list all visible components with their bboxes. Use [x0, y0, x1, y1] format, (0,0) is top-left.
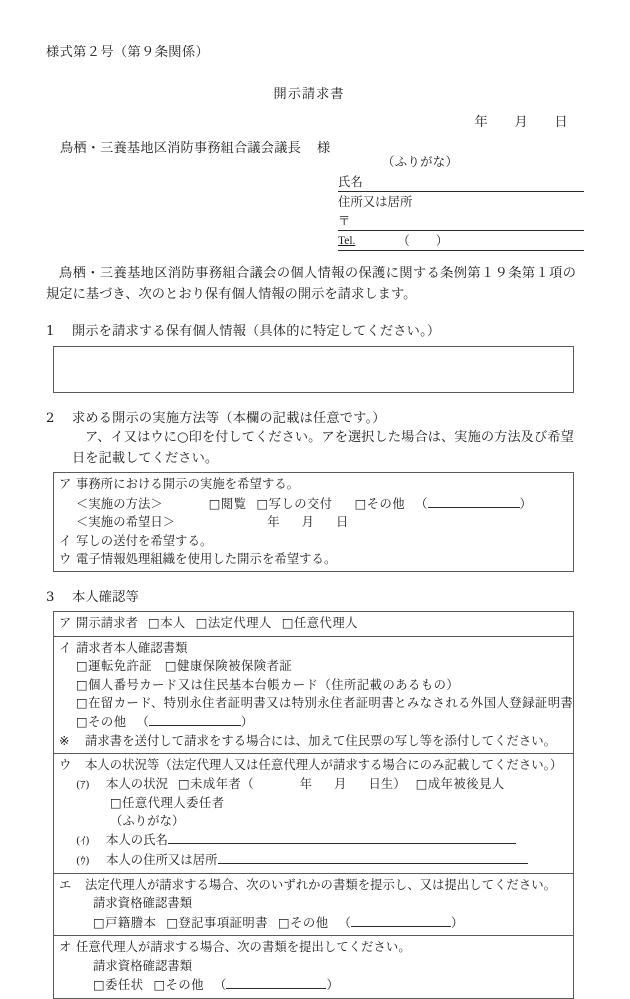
- checkbox-family-register[interactable]: □戸籍謄本: [93, 915, 157, 930]
- option-c-line[interactable]: [59, 550, 569, 568]
- row-d-options-line[interactable]: [59, 913, 569, 932]
- option-a-date-line[interactable]: [59, 513, 569, 531]
- row-c-marker: ウ: [59, 758, 72, 773]
- section2-number: 2: [46, 410, 55, 426]
- row-d-title-line: [59, 876, 569, 894]
- section3-table: [53, 611, 574, 998]
- row-c-label: 本人の状況等（法定代理人又は任意代理人が請求する場合にのみ記載してください。）: [85, 758, 563, 773]
- form-number: 様式第２号（第９条関係）: [46, 45, 210, 60]
- row-c-title-line: [59, 756, 569, 774]
- page-title: 開示請求書: [273, 87, 345, 103]
- desired-date-label: ＜実施の希望日＞: [76, 515, 176, 530]
- row-e-other-input[interactable]: [226, 975, 326, 989]
- section3-number: 3: [46, 590, 55, 606]
- checkbox-mynumber-card[interactable]: □個人番号カード又は住民基本台帳カード（住所記載のあるもの）: [76, 677, 460, 692]
- row-d-other-paren-open: （: [338, 915, 351, 930]
- method-other-paren-close: ）: [519, 496, 532, 511]
- section1-number: 1: [46, 323, 55, 339]
- date-day-label: 日: [554, 115, 568, 131]
- row-b-other-paren-open: （: [136, 715, 149, 730]
- row-b-note-line: [59, 732, 569, 750]
- row-c-sub1-marker: (ｱ): [76, 778, 90, 791]
- minor-birth-month: 月: [334, 776, 347, 791]
- option-a-marker: ア: [59, 477, 72, 492]
- body-paragraph: 鳥栖・三養基地区消防事務組合議会の個人情報の保護に関する条例第１９条第１項の規定に基づき、次のとおり保有個人情報の開示を請求します。: [46, 266, 576, 303]
- section3-row-c[interactable]: [54, 754, 574, 874]
- name-field[interactable]: [338, 173, 584, 192]
- checkbox-voluntary-delegator[interactable]: □任意代理人委任者: [110, 795, 225, 810]
- option-a-method-line[interactable]: [59, 494, 569, 513]
- row-c-sub3-marker: (ｳ): [76, 855, 90, 868]
- row-d-marker: エ: [59, 877, 72, 892]
- furigana-label: （ふりがな）: [382, 154, 459, 170]
- section3-heading: [46, 588, 576, 608]
- row-b-title-line: [59, 639, 569, 657]
- checkbox-copy-delivery[interactable]: □写しの交付: [256, 496, 333, 511]
- checkbox-legal-representative[interactable]: □法定代理人: [195, 616, 272, 631]
- section3-row-b[interactable]: [54, 636, 574, 754]
- method-other-input[interactable]: [428, 494, 520, 508]
- section3-row-e[interactable]: [54, 936, 574, 998]
- note-text: 請求書を送付して請求をする場合には、加えて住民票の写し等を添付してください。: [85, 733, 557, 748]
- section1-entry-box[interactable]: [53, 346, 574, 393]
- checkbox-adult-ward[interactable]: □成年被後見人: [415, 776, 505, 791]
- address-label: 住所又は居所: [338, 194, 413, 210]
- row-d-other-input[interactable]: [351, 913, 451, 927]
- option-b-text: 写しの送付を希望する。: [76, 533, 213, 548]
- section1-title: 開示を請求する保有個人情報（具体的に特定してください。）: [72, 323, 441, 339]
- row-b-other-input[interactable]: [149, 712, 241, 726]
- row-c-address-line[interactable]: [59, 850, 569, 870]
- tel-paren-open: （: [397, 233, 436, 249]
- desired-date-year: 年: [267, 515, 280, 530]
- section3-row-d[interactable]: [54, 873, 574, 935]
- row-d-doc-label: 請求資格確認書類: [93, 896, 193, 911]
- option-b-marker: イ: [59, 533, 72, 548]
- checkbox-method-other[interactable]: □その他: [354, 496, 406, 511]
- checkbox-self[interactable]: □本人: [148, 616, 186, 631]
- desired-date-month: 月: [301, 515, 314, 530]
- section3-row-a[interactable]: [54, 612, 574, 636]
- date-month-label: 月: [514, 115, 528, 131]
- row-c-sub2-marker: (ｲ): [76, 835, 90, 848]
- principal-address-input[interactable]: [218, 850, 528, 864]
- date-line: [46, 111, 576, 130]
- postal-symbol: 〒: [338, 213, 351, 229]
- method-label: ＜実施の方法＞: [76, 496, 163, 511]
- note-marker: ※: [59, 733, 70, 748]
- postal-field[interactable]: [338, 212, 584, 231]
- option-b-line[interactable]: [59, 532, 569, 550]
- row-b-other-line[interactable]: [59, 712, 569, 731]
- row-b-marker: イ: [59, 640, 72, 655]
- tel-paren-close: ）: [435, 233, 449, 249]
- tel-field[interactable]: [338, 232, 584, 251]
- option-a-text: 事務所における開示の実施を希望する。: [76, 477, 300, 492]
- row-d-label: 法定代理人が請求する場合、次のいずれかの書類を提示し、又は提出してください。: [85, 877, 557, 892]
- row-e-options-line[interactable]: [59, 975, 569, 994]
- requester-line[interactable]: [59, 614, 569, 632]
- row-e-other-paren-close: ）: [326, 978, 339, 993]
- checkbox-minor[interactable]: □未成年者: [178, 776, 242, 791]
- checkbox-legal-doc-other[interactable]: □その他: [278, 915, 329, 930]
- row-c-furigana: （ふりがな）: [110, 813, 185, 828]
- section2-instruction: ア、イ又はウに○印を付してください。アを選択した場合は、実施の方法及び希望日を記載してください。: [72, 430, 574, 466]
- option-a-line[interactable]: [59, 475, 569, 493]
- desired-date-day: 日: [336, 515, 349, 530]
- section2-heading: [46, 409, 576, 429]
- row-c-name-line[interactable]: [59, 830, 569, 850]
- name-label: 氏名: [338, 174, 363, 190]
- minor-paren-open: （: [241, 776, 254, 791]
- row-e-label: 任意代理人が請求する場合、次の書類を提出してください。: [76, 940, 411, 955]
- row-a-marker: ア: [59, 616, 72, 631]
- checkbox-registry-certificate[interactable]: □登記事項証明書: [166, 915, 269, 930]
- addressee-honorific: 様: [316, 141, 331, 157]
- row-e-marker: オ: [59, 940, 72, 955]
- row-c-sub1-label: 本人の状況: [106, 776, 168, 791]
- checkbox-residence-card[interactable]: □在留カード、特別永住者証明書又は特別永住者証明書とみなされる外国人登録証明書: [76, 696, 574, 711]
- row-c-sub2-label: 本人の氏名: [106, 833, 168, 848]
- addressee-name: 鳥栖・三養基地区消防事務組合議会議長: [60, 141, 301, 157]
- principal-name-input[interactable]: [168, 830, 516, 844]
- minor-paren-close: ）: [393, 776, 406, 791]
- row-c-status-line[interactable]: [59, 775, 569, 794]
- row-e-other-paren-open: （: [214, 978, 227, 993]
- checkbox-id-other[interactable]: □その他: [76, 715, 127, 730]
- minor-birth-year: 年: [299, 776, 313, 791]
- option-c-marker: ウ: [59, 552, 72, 567]
- checkbox-voluntary-doc-other[interactable]: □その他: [153, 978, 205, 993]
- option-c-text: 電子情報処理組織を使用した開示を希望する。: [76, 552, 337, 567]
- checkbox-drivers-license-group[interactable]: □運転免許証 □健康保険被保険者証: [76, 659, 293, 674]
- checkbox-voluntary-representative[interactable]: □任意代理人: [281, 616, 358, 631]
- section2-title: 求める開示の実施方法等（本欄の記載は任意です。）: [72, 410, 386, 426]
- row-a-label: 開示請求者: [76, 616, 138, 631]
- section2-option-a-row[interactable]: [54, 473, 574, 572]
- minor-birth-day: 日生: [368, 776, 394, 791]
- applicant-block: [338, 153, 584, 251]
- row-e-doc-label: 請求資格確認書類: [93, 958, 193, 973]
- section1-heading: [46, 322, 576, 342]
- tel-label: Tel.: [338, 235, 356, 248]
- row-e-title-line: [59, 938, 569, 956]
- section3-title: 本人確認等: [72, 590, 139, 606]
- method-other-paren-open: （: [415, 496, 428, 511]
- row-d-other-paren-close: ）: [450, 915, 464, 930]
- row-b-label: 請求者本人確認書類: [76, 640, 188, 655]
- checkbox-power-of-attorney[interactable]: □委任状: [93, 978, 144, 993]
- checkbox-browse[interactable]: □閲覧: [208, 496, 247, 511]
- date-year-label: 年: [474, 115, 488, 131]
- section2-table: [53, 472, 574, 572]
- row-b-other-paren-close: ）: [240, 715, 254, 730]
- row-c-sub3-label: 本人の住所又は居所: [106, 853, 218, 868]
